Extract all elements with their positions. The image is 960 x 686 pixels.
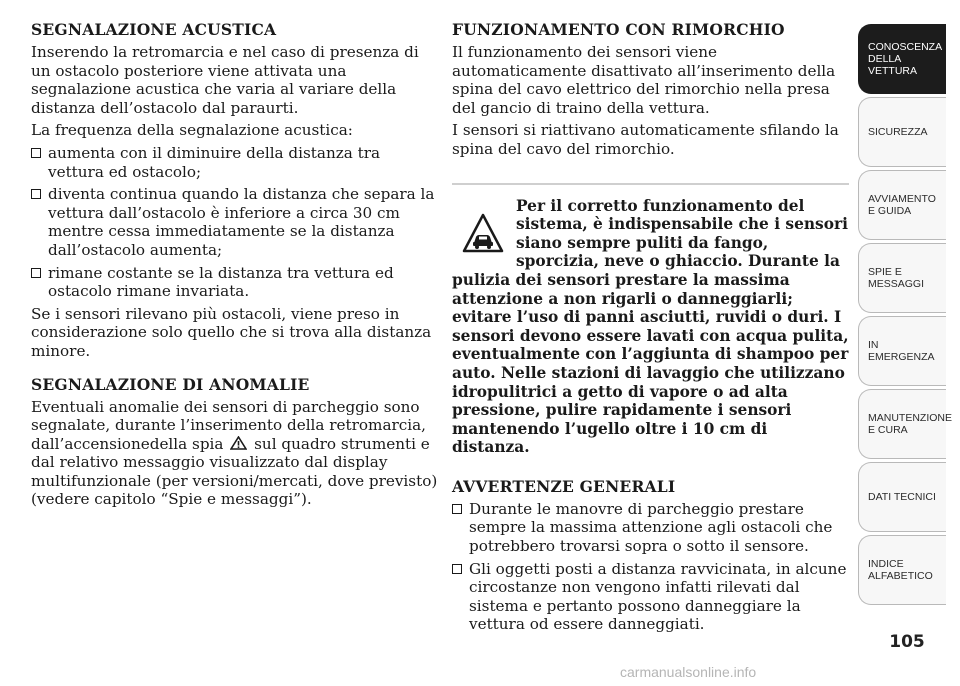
tab-sicurezza[interactable]: SICUREZZA (858, 97, 946, 167)
list-item: rimane costante se la distanza tra vettura ed ostacolo rimane invariata. (31, 264, 439, 301)
paragraph: I sensori si riattivano automaticamente sfilando la spina del cavo del rimorchio. (452, 121, 839, 158)
list-item: aumenta con il diminuire della distanza tra vettura ed ostacolo; (31, 144, 439, 181)
tab-avviamento-guida[interactable]: AVVIAMENTO E GUIDA (858, 170, 946, 240)
paragraph: Se i sensori rilevano più ostacoli, viene preso in considerazione solo quello che si trova alla distanza minore. (31, 304, 432, 360)
bullet-list (31, 144, 439, 301)
paragraph: La frequenza della segnalazione acustica: (31, 121, 353, 140)
paragraph: Inserendo la retromarcia e nel caso di presenza di un ostacolo posteriore viene attivata una segnalazione acustica che varia al variare della distanza dell’ostacolo dal paraurti. (31, 43, 419, 117)
heading-segnalazione-acustica: SEGNALAZIONE ACUSTICA (31, 20, 277, 39)
paragraph: Il funzionamento dei sensori viene automaticamente disattivato all’inserimento della spina del cavo elettrico del rimorchio nella presa del gancio di traino della vettura. (452, 43, 836, 117)
tab-in-emergenza[interactable]: IN EMERGENZA (858, 316, 946, 386)
list-item: Durante le manovre di parcheggio prestare sempre la massima attenzione agli ostacoli che potrebbero trovarsi sopra o sotto il sensore. (452, 500, 849, 556)
heading-avvertenze-generali: AVVERTENZE GENERALI (452, 476, 676, 496)
paragraph: Eventuali anomalie dei sensori di parcheggio sono segnalate, durante l’inserimento della retromarcia, dall’accensionedella spia sul quadro strumenti e dal relativo messaggio visualizzato dal display multifunzionale (per versioni/mercati, dove previsto) (vedere capitolo “Spie e messaggi”). (31, 397, 438, 509)
watermark: carmanualsonline.info (620, 664, 757, 680)
caution-car-icon (462, 213, 504, 253)
warning-light-icon (230, 436, 247, 450)
checkbox-bullet-icon (31, 189, 41, 199)
tab-indice-alfabetico[interactable]: INDICE ALFABETICO (858, 535, 946, 605)
list-item: Gli oggetti posti a distanza ravvicinata, in alcune circostanze non vengono infatti rilevati dal sistema e pertanto possono danneggiare la vettura od essere danneggiati. (452, 560, 849, 634)
checkbox-bullet-icon (31, 148, 41, 158)
tab-spie-messaggi[interactable]: SPIE E MESSAGGI (858, 243, 946, 313)
left-column (31, 20, 439, 513)
chapter-tabs (858, 24, 952, 608)
heading-segnalazione-anomalie: SEGNALAZIONE DI ANOMALIE (31, 374, 310, 394)
bullet-list (452, 500, 849, 634)
right-column (452, 20, 849, 638)
tab-dati-tecnici[interactable]: DATI TECNICI (858, 462, 946, 532)
tab-manutenzione-cura[interactable]: MANUTENZIONE E CURA (858, 389, 946, 459)
heading-funzionamento-rimorchio: FUNZIONAMENTO CON RIMORCHIO (452, 20, 785, 39)
warning-note: Per il corretto funzionamento del sistema, è indispensabile che i sensori siano sempre puliti da fango, sporcizia, neve o ghiaccio. Durante la pulizia dei sensori prestare la massima attenzione a non rigarli o danneggiarli; evitare l’uso di panni asciutti, ruvidi o duri. I sensori devono essere lavati con acqua pulita, eventualmente con l’aggiunta di shampoo per auto. Nelle stazioni di lavaggio che utilizzano idropulitrici a getto di vapore o ad alta pressione, pulire rapidamente i sensori mantenendo l’ugello oltre i 10 cm di distanza. (452, 196, 849, 457)
checkbox-bullet-icon (452, 564, 462, 574)
tab-conoscenza-vettura[interactable]: CONOSCENZA DELLA VETTURA (858, 24, 946, 94)
list-item: diventa continua quando la distanza che separa la vettura dall’ostacolo è inferiore a circa 30 cm mentre cessa immediatamente se la distanza dall’ostacolo aumenta; (31, 185, 439, 259)
checkbox-bullet-icon (452, 504, 462, 514)
page-number: 105 (889, 632, 925, 652)
divider (452, 183, 849, 185)
checkbox-bullet-icon (31, 268, 41, 278)
